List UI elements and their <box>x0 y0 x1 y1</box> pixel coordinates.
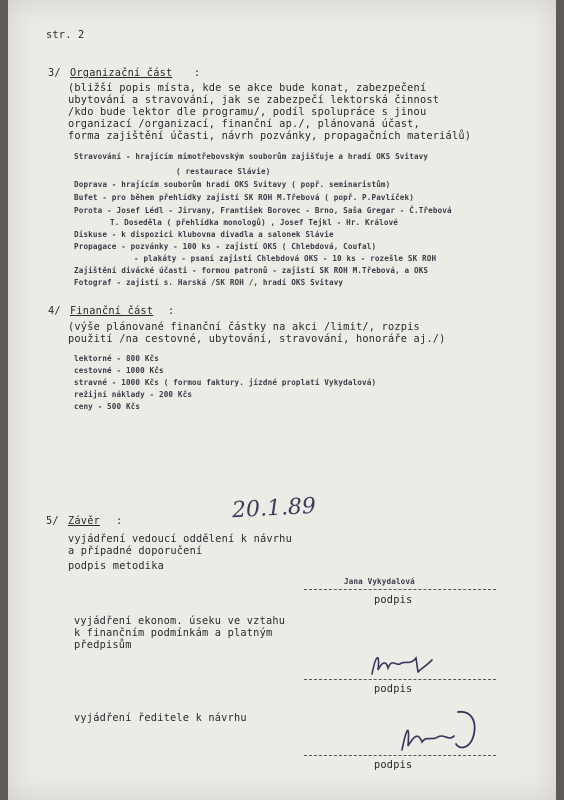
handwritten-signature <box>392 702 482 760</box>
item-zajisteni: Zajištění divácké účasti - formou patronů - zajistí SK ROH M.Třebová, a OKS <box>74 266 429 275</box>
section5-line: vyjádření ředitele k návrhu <box>74 712 247 724</box>
item-propagace: Propagace - pozvánky - 100 ks - zajistí OKS ( Chlebdová, Coufal) <box>74 242 377 251</box>
item-propagace-plakaty: - plakáty - psaní zajistí Chlebdová OKS - 10 ks - rozešle SK ROH <box>134 254 437 263</box>
section3-desc-line: forma zajištění účasti, návrh pozvánky, propagačních materiálů) <box>68 130 472 142</box>
section5-number: 5/ <box>46 515 59 527</box>
section5-line: a případné doporučení <box>68 545 203 557</box>
cost-cestovne: cestovné - 1000 Kčs <box>74 366 164 375</box>
section5-line: vyjádření vedoucí oddělení k návrhu <box>68 533 292 545</box>
item-bufet: Bufet - pro během přehlídky zajistí SK ROH M.Třebová ( popř. P.Pavlíček) <box>74 193 414 202</box>
cost-rezijni: režijní náklady - 200 Kčs <box>74 390 193 399</box>
item-porota: Porota - Josef Lédl - Jirvany, František Borovec - Brno, Saša Gregar - Č.Třebová <box>74 206 452 215</box>
item-porota-cont: T. Doseděla ( přehlídka monologů) , Josef Tejkl - Hr. Králové <box>110 218 399 227</box>
section3-desc-line: /kdo bude lektor dle programu/, podíl spolupráce s jinou <box>68 106 427 118</box>
section5-line: k finančním podmínkám a platným <box>74 627 273 639</box>
handwritten-date: 20.1.89 <box>231 493 317 524</box>
section4-desc-line: použití /na cestovné, ubytování, stravování, honoráře aj./) <box>68 333 446 345</box>
signature-line <box>304 755 496 756</box>
podpis-label: podpis <box>374 683 413 695</box>
signature-line <box>304 679 496 680</box>
item-fotograf: Fotograf - zajistí s. Harská /SK ROH /, hradí OKS Svitavy <box>74 278 344 287</box>
scan-edge-left <box>0 0 8 800</box>
section4-heading-colon: : <box>168 305 175 317</box>
podpis-label: podpis <box>374 594 413 606</box>
signature-line <box>304 589 496 590</box>
item-diskuse: Diskuse - k dispozici klubovna divadla a salonek Slávie <box>74 230 334 239</box>
podpis-metodika-label: podpis metodika <box>68 560 164 572</box>
handwritten-signature <box>366 648 436 680</box>
section4-number: 4/ <box>48 305 61 317</box>
cost-ceny: ceny - 500 Kčs <box>74 402 141 411</box>
podpis-label: podpis <box>374 759 413 771</box>
section4-heading: Finanční část <box>70 305 154 317</box>
section4-desc-line: (výše plánované finanční částky na akci /limit/, rozpis <box>68 321 420 333</box>
section5-heading: Závěr <box>68 515 100 527</box>
section3-desc-line: organizací /organizací, finanční ap./, plánovaná účast, <box>68 118 420 130</box>
section3-desc-line: ubytování a stravování, jak se zabezpečí lektorská činnost <box>68 94 440 106</box>
item-stravovani-cont: ( restaurace Slávie) <box>176 167 271 176</box>
section3-number: 3/ <box>48 67 61 79</box>
signer-name: Jana Vykydalová <box>344 577 415 586</box>
document-page <box>8 0 556 800</box>
scan-edge-right <box>556 0 564 800</box>
cost-stravne: stravné - 1000 Kčs ( formou faktury. jízdné proplatí Vykydalová) <box>74 378 377 387</box>
section3-heading-colon: : <box>194 67 201 79</box>
item-stravovani: Stravování - hrajícím mimotřebovským souborům zajišťuje a hradí OKS Svitavy <box>74 152 429 161</box>
section5-line: vyjádření ekonom. úseku ve vztahu <box>74 615 286 627</box>
item-doprava: Doprava - hrajícím souborům hradí OKS Svitavy ( popř. seminaristům) <box>74 180 391 189</box>
section3-heading: Organizační část <box>70 67 173 79</box>
cost-lektorne: lektorné - 800 Kčs <box>74 354 159 363</box>
section5-line: předpisům <box>74 639 132 651</box>
page-number: str. 2 <box>46 29 85 41</box>
section3-desc-line: (bližší popis místa, kde se akce bude konat, zabezpečení <box>68 82 427 94</box>
section5-heading-colon: : <box>116 515 123 527</box>
